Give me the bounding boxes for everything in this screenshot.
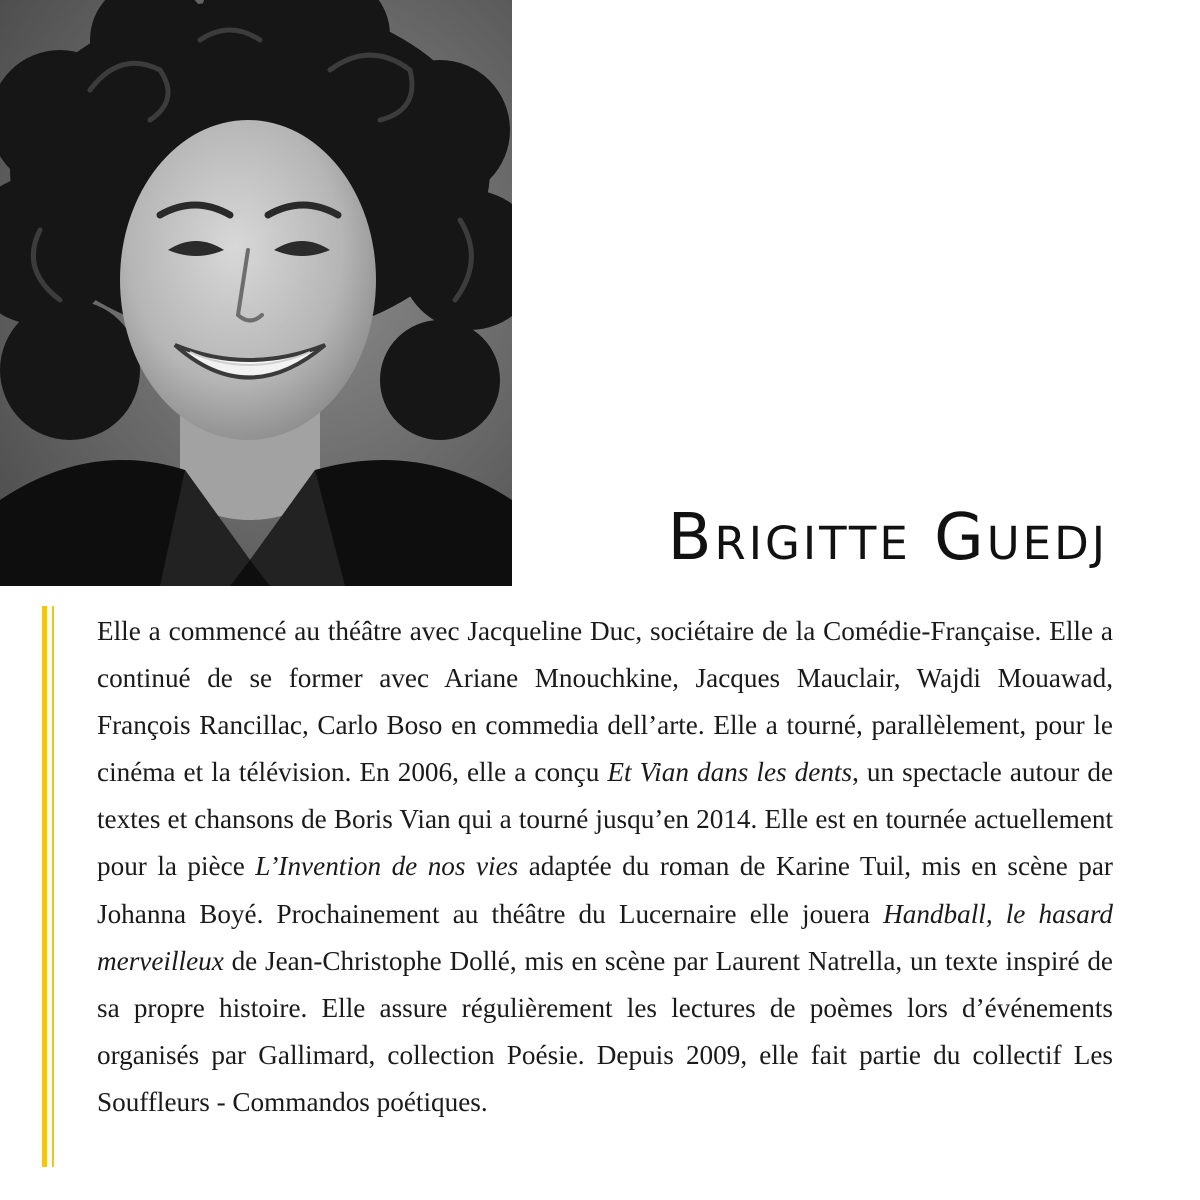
bio-title-handball: Handball, le hasard merveilleux (97, 898, 1113, 976)
person-name: Brigitte Guedj (667, 501, 1108, 575)
bio-text: de Jean-Christophe Dollé, mis en scène par Laurent Natrella, un texte inspiré de sa propre histoire. Elle assure régulièrement les lectures de poèmes lors d’événements organisés par Gallimard, collection Poésie. Depuis 2009, elle fait partie du collectif Les Souffleurs - Commandos poétiques. (97, 945, 1113, 1117)
portrait-photo (0, 0, 512, 586)
portrait-illustration (0, 0, 512, 586)
bio-title-invention: L’Invention de nos vies (255, 851, 519, 882)
bio-title-et-vian: Et Vian dans les dents (607, 757, 853, 788)
accent-bar-thin (52, 606, 54, 1167)
bio-paragraph (97, 608, 1113, 1126)
bio-text: adaptée du roman de Karine Tuil, mis en scène par Johanna Boyé. Prochainement au théâtre du Lucernaire elle jouera (97, 851, 1113, 929)
bio-text: , un spectacle autour de textes et chansons de Boris Vian qui a tourné jusqu’en 2014. Elle est en tournée actuellement pour la pièce (97, 757, 1114, 882)
bio-text: Elle a commencé au théâtre avec Jacqueline Duc, sociétaire de la Comédie-Française. Elle a continué de se former avec Ariane Mnouchkine, Jacques Mauclair, Wajdi Mouawad, François Rancillac, Carlo Boso en commedia dell’arte. Elle a tourné, parallèlement, pour le cinéma et la télévision. En 2006, elle a conçu (97, 616, 1113, 788)
accent-bar (42, 606, 47, 1167)
